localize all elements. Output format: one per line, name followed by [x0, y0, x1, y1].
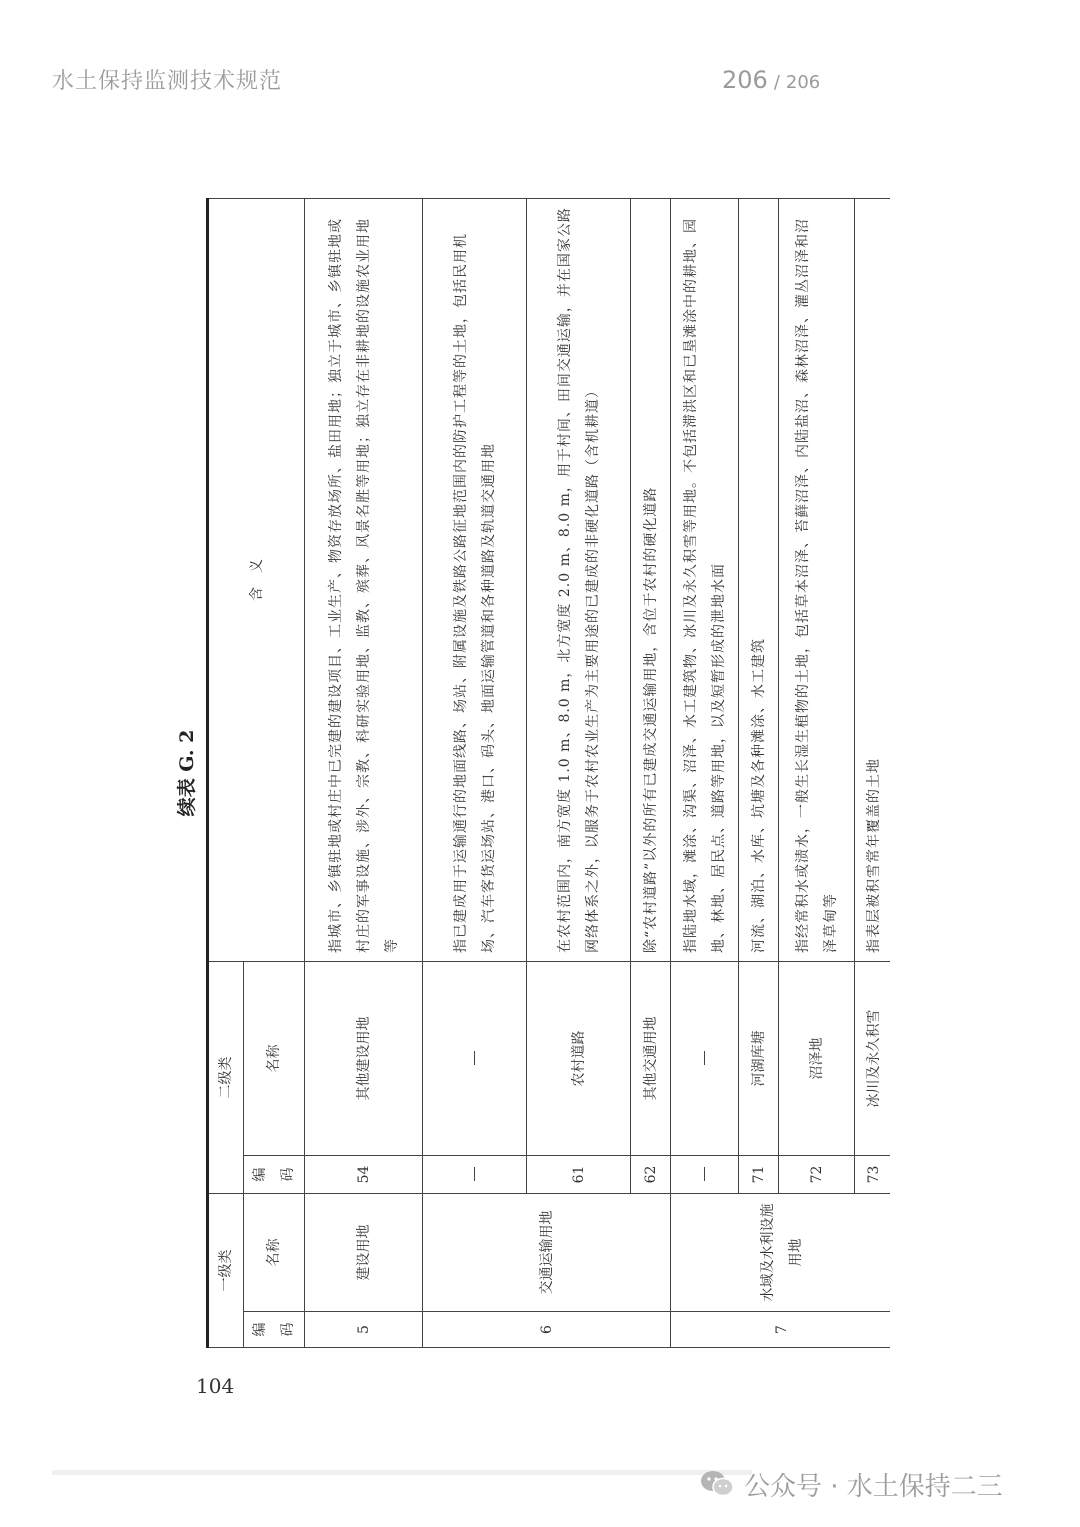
row-name-dash: [423, 962, 527, 1156]
row-name: 其他交通用地: [631, 962, 671, 1156]
table-row: [527, 199, 631, 1348]
rotated-page-content: [170, 198, 890, 1348]
rotated-table-block: [170, 198, 890, 1348]
page-number: 104: [196, 1374, 235, 1398]
header-meaning: 含 义: [208, 199, 305, 962]
row-meaning: 指陆地水域，滩涂、沟渠、沼泽、水工建筑物、冰川及永久积雪等用地。不包括滞洪区和已垦滩涂中的耕地、园地、林地、居民点、道路等用地，以及短暂形成的泄地水面: [671, 199, 739, 962]
watermark-text: 公众号 · 水土保持二三: [744, 1471, 1003, 1502]
land-use-table: [206, 198, 890, 1348]
header-level2-code: 编码: [244, 1156, 305, 1194]
current-page: 206: [722, 66, 768, 94]
header-level1: 一级类: [208, 1194, 244, 1348]
row-code: 54: [305, 1156, 423, 1194]
group-name: 水域及水利设施用地: [671, 1194, 891, 1312]
group-code: 5: [305, 1312, 423, 1348]
row-code: 71: [739, 1156, 779, 1194]
row-code-dash: [423, 1156, 527, 1194]
dash-mark: [704, 1168, 705, 1182]
header-level2: 二级类: [208, 962, 244, 1194]
total-pages: 206: [785, 72, 821, 93]
row-meaning: 指表层被积雪常年覆盖的土地: [855, 199, 891, 962]
group-code: 7: [671, 1312, 891, 1348]
header-level2-name: 名称: [244, 962, 305, 1156]
row-meaning: 指城市、乡镇驻地或村庄中已完建的建设项目、工业生产、物资存放场所、盐田用地；独立于城市、乡镇驻地或村庄的军事设施、涉外、宗教、科研实验用地、监教、殡葬、风景名胜等用地；独立存在非耕地的设施农业用地等: [305, 199, 423, 962]
group-name: 建设用地: [305, 1194, 423, 1312]
table-row: [671, 199, 739, 1348]
row-name: 河湖库塘: [739, 962, 779, 1156]
row-meaning: 指经常积水或渍水，一般生长湿生植物的土地，包括草本沼泽、苔藓沼泽、内陆盐沼、森林沼泽、灌丛沼泽和沼泽草甸等: [779, 199, 855, 962]
table-row: [779, 199, 855, 1348]
dash-mark: [704, 1052, 705, 1066]
table-row: [855, 199, 891, 1348]
header-level1-name: 名称: [244, 1194, 305, 1312]
row-code: 73: [855, 1156, 891, 1194]
dash-mark: [474, 1052, 475, 1066]
table-row: [305, 199, 423, 1348]
row-name: 农村道路: [527, 962, 631, 1156]
table-row: [739, 199, 779, 1348]
table-header-row: [208, 199, 244, 1348]
header-level1-code: 编码: [244, 1312, 305, 1348]
row-name: 冰川及永久积雪: [855, 962, 891, 1156]
row-meaning: 除“农村道路”以外的所有已建成交通运输用地，含位于农村的硬化道路: [631, 199, 671, 962]
row-code: 62: [631, 1156, 671, 1194]
row-meaning: 指已建成用于运输通行的地面线路、场站、附属设施及铁路公路征地范围内的防护工程等的土地，包括民用机场、汽车客货运场站、港口、码头、地面运输管道和各种道路及轨道交通用地: [423, 199, 527, 962]
group-name: 交通运输用地: [423, 1194, 671, 1312]
row-code: 61: [527, 1156, 631, 1194]
row-meaning: 河流、湖泊、水库、坑塘及各种滩涂、水工建筑: [739, 199, 779, 962]
document-title: 水土保持监测技术规范: [52, 69, 283, 94]
row-meaning: 在农村范围内，南方宽度 1.0 m、8.0 m，北方宽度 2.0 m、8.0 m，用于村间、田间交通运输，并在国家公路网络体系之外，以服务于农村农业生产为主要用途的已建成的非硬化道路（含机耕道）: [527, 199, 631, 962]
table-caption: 续表 G. 2: [176, 729, 198, 817]
row-name: 沼泽地: [779, 962, 855, 1156]
footer-divider: [52, 1470, 752, 1475]
page-separator: /: [773, 72, 780, 93]
wechat-icon: [700, 1470, 734, 1498]
row-code: 72: [779, 1156, 855, 1194]
row-code-dash: [671, 1156, 739, 1194]
watermark: [700, 1462, 1003, 1506]
table-row: [631, 199, 671, 1348]
row-name: 其他建设用地: [305, 962, 423, 1156]
dash-mark: [474, 1168, 475, 1182]
table-row: [423, 199, 527, 1348]
group-code: 6: [423, 1312, 671, 1348]
page-indicator: [722, 66, 820, 94]
row-name-dash: [671, 962, 739, 1156]
